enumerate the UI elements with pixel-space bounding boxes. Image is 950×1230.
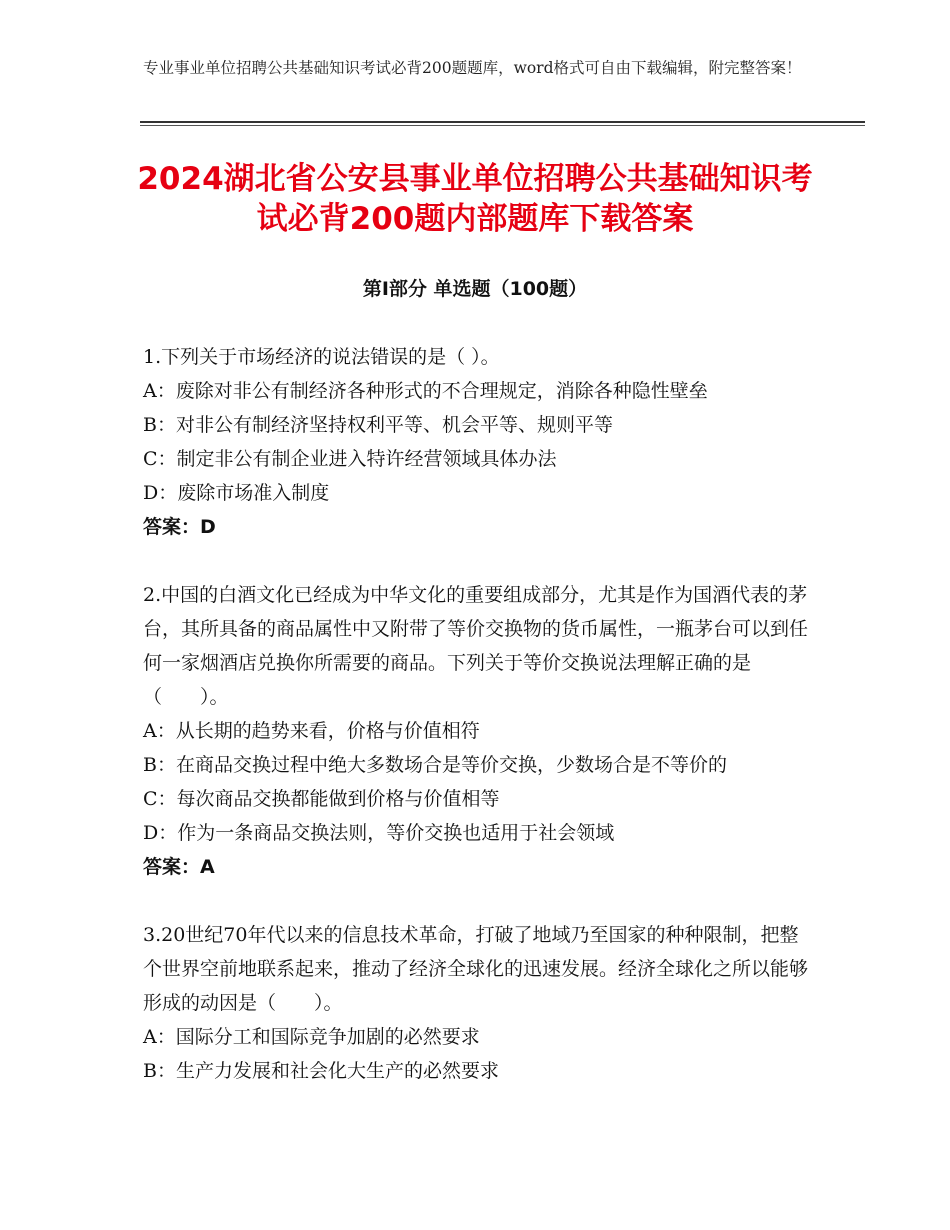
- option-c: C：制定非公有制企业进入特许经营领域具体办法: [143, 448, 557, 470]
- option-b: B：在商品交换过程中绝大多数场合是等价交换，少数场合是不等价的: [143, 754, 727, 776]
- option-d: D：废除市场准入制度: [143, 482, 330, 504]
- header-note: 专业事业单位招聘公共基础知识考试必背200题题库，word格式可自由下载编辑，附完整答案！: [143, 59, 802, 77]
- option-a: A：从长期的趋势来看，价格与价值相符: [143, 720, 480, 742]
- question-2: [143, 578, 808, 884]
- question-stem: 1.下列关于市场经济的说法错误的是（ ）。: [143, 346, 500, 368]
- option-b: B：对非公有制经济坚持权利平等、机会平等、规则平等: [143, 414, 613, 436]
- header-rule-thin: [140, 125, 865, 126]
- option-d: D：作为一条商品交换法则，等价交换也适用于社会领域: [143, 822, 615, 844]
- option-b: B：生产力发展和社会化大生产的必然要求: [143, 1060, 499, 1082]
- question-stem: 3.20世纪70年代以来的信息技术革命，打破了地域乃至国家的种种限制，把整个世界空前地联系起来，推动了经济全球化的迅速发展。经济全球化之所以能够形成的动因是（ ）。: [143, 924, 809, 1014]
- question-stem: 2.中国的白酒文化已经成为中华文化的重要组成部分，尤其是作为国酒代表的茅台，其所具备的商品属性中又附带了等价交换物的货币属性，一瓶茅台可以到任何一家烟酒店兑换你所需要的商品。下列关于等价交换说法理解正确的是（ ）。: [143, 584, 809, 708]
- question-1: [143, 340, 808, 544]
- answer-label: 答案：A: [143, 856, 215, 878]
- section-title: 第Ⅰ部分 单选题（100题）: [362, 278, 588, 300]
- document-title: 2024湖北省公安县事业单位招聘公共基础知识考试必背200题内部题库下载答案: [137, 161, 813, 237]
- option-a: A：废除对非公有制经济各种形式的不合理规定，消除各种隐性壁垒: [143, 380, 708, 402]
- header-rule-thick: [140, 121, 865, 123]
- option-a: A：国际分工和国际竞争加剧的必然要求: [143, 1026, 480, 1048]
- question-3: [143, 918, 808, 1088]
- option-c: C：每次商品交换都能做到价格与价值相等: [143, 788, 500, 810]
- question-list: [143, 340, 808, 1122]
- answer-label: 答案：D: [143, 516, 216, 538]
